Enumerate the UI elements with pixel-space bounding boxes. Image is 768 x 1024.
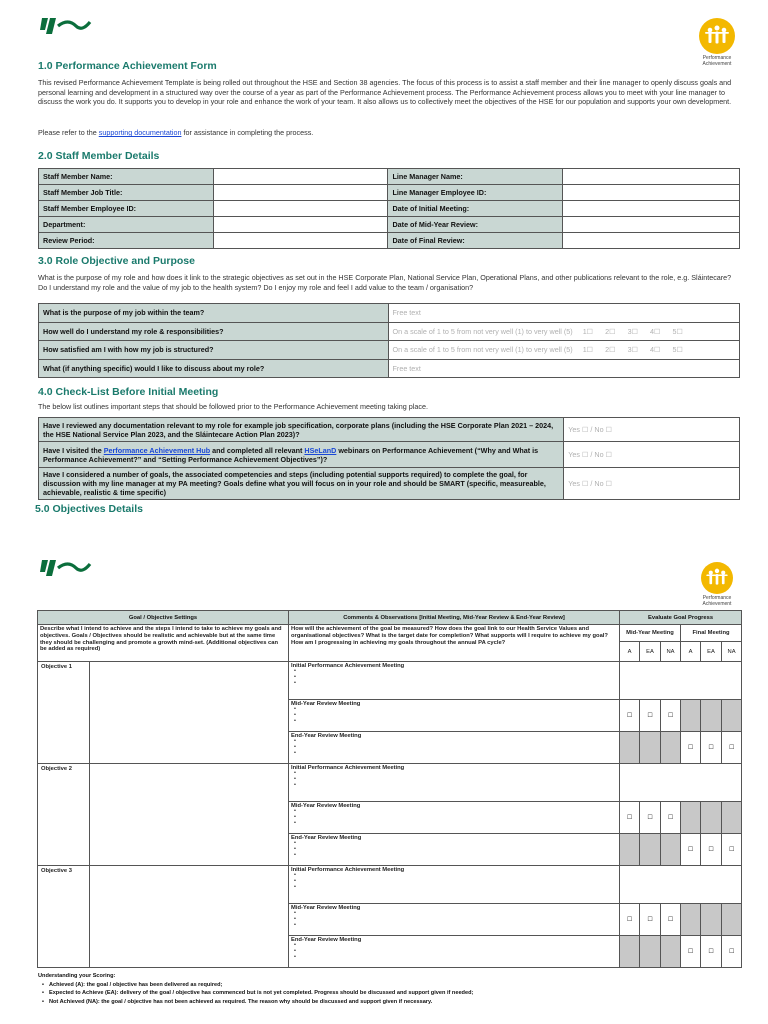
section-4-intro: The below list outlines important steps that should be followed prior to the Performance Achievement meeting taking place. (38, 402, 428, 411)
objective-3-label: Objective 3 (38, 866, 90, 968)
pa-logo-text: Performance Achievement (702, 55, 732, 67)
table-row (39, 217, 740, 233)
role-objective-table (38, 303, 740, 378)
table-row (38, 625, 742, 642)
objective-1-description-field[interactable] (90, 662, 289, 764)
table-row (38, 611, 742, 625)
rating-option[interactable]: 5☐ (672, 345, 683, 355)
mid-year-review-date-field[interactable] (563, 217, 740, 233)
table-row (39, 233, 740, 249)
role-rating-3[interactable]: On a scale of 1 to 5 from not very well (1) to very well (5) 1☐ 2☐ 3☐ 4☐ 5☐ (388, 341, 739, 360)
objective-2-mid-na-checkbox[interactable]: ☐ (661, 802, 681, 834)
goal-settings-header: Goal / Objective Settings (38, 611, 289, 625)
goal-description: Describe what I intend to achieve and the steps I intend to take to achieve my goals and objectives. Goals / Objectives should be realistic and achievable but at the same time they should be challenging and promote a growth mind-set. (Additional objectives can be added as required) (38, 625, 289, 662)
final-review-date-field[interactable] (563, 233, 740, 249)
rating-option[interactable]: 3☐ (627, 345, 639, 355)
score-expected-final: EA (701, 642, 722, 662)
table-row (39, 418, 740, 442)
objective-1-mid-a-checkbox[interactable]: ☐ (620, 700, 640, 732)
scoring-item-not-achieved: • Not Achieved (NA): the goal / objective has not been achieved as required. The reason why should be discussed and support given if necessary. (38, 998, 473, 1007)
line-manager-name-field[interactable] (563, 169, 740, 185)
refer-paragraph: Please refer to the supporting documentation for assistance in completing the process. (38, 128, 314, 137)
staff-name-label: Staff Member Name: (39, 169, 214, 185)
rating-option[interactable]: 3☐ (627, 326, 639, 336)
checklist-question-3: Have I considered a number of goals, the associated competencies and steps (including potential supports required) to complete the goal, for discussion with my line manager at my PA meeting? Goals define what you will focus on in your role and should be SMART (specific, measureable, achievable, realistic & time specific) (39, 468, 564, 500)
objective-2-final-ea-checkbox[interactable]: ☐ (701, 834, 722, 866)
final-review-date-label: Date of Final Review: (388, 233, 563, 249)
role-answer-1-field[interactable]: Free text (388, 304, 739, 323)
staff-job-title-label: Staff Member Job Title: (39, 185, 214, 201)
hseland-link[interactable]: HSeLanD (304, 445, 337, 455)
table-row (38, 866, 742, 904)
disabled-cell (701, 802, 722, 834)
objective-3-description-field[interactable] (90, 866, 289, 968)
objective-1-initial-comments[interactable]: Initial Performance Achievement Meeting • • • (289, 662, 620, 700)
objective-3-initial-evaluation (620, 866, 742, 904)
disabled-cell (701, 904, 722, 936)
disabled-cell (722, 904, 742, 936)
score-expected-mid: EA (640, 642, 661, 662)
objective-2-mid-a-checkbox[interactable]: ☐ (620, 802, 640, 834)
disabled-cell (620, 936, 640, 968)
review-period-field[interactable] (213, 233, 388, 249)
objective-1-end-year-comments[interactable]: End-Year Review Meeting • • • (289, 732, 620, 764)
people-group-icon (701, 562, 733, 594)
objective-3-final-ea-checkbox[interactable]: ☐ (701, 936, 722, 968)
objective-3-end-year-comments[interactable]: End-Year Review Meeting • • • (289, 936, 620, 968)
disabled-cell (681, 904, 701, 936)
scoring-item-expected: • Expected to Achieve (EA): delivery of the goal / objective has commenced but is not yet completed. Progress should be discussed and support given if needed; (38, 989, 473, 998)
staff-employee-id-label: Staff Member Employee ID: (39, 201, 214, 217)
scoring-legend (38, 972, 473, 1006)
section-5-heading: 5.0 Objectives Details (35, 503, 143, 515)
performance-achievement-logo (694, 18, 740, 67)
objective-2-mid-ea-checkbox[interactable]: ☐ (640, 802, 661, 834)
rating-option[interactable]: 1☐ (582, 326, 594, 336)
checklist-answer-3[interactable]: Yes ☐ / No ☐ (564, 468, 740, 500)
staff-employee-id-field[interactable] (213, 201, 388, 217)
disabled-cell (661, 834, 681, 866)
objective-1-mid-year-comments[interactable]: Mid-Year Review Meeting • • • (289, 700, 620, 732)
objective-2-end-year-comments[interactable]: End-Year Review Meeting • • • (289, 834, 620, 866)
objective-2-description-field[interactable] (90, 764, 289, 866)
table-row (39, 185, 740, 201)
objective-3-mid-ea-checkbox[interactable]: ☐ (640, 904, 661, 936)
final-meeting-header: Final Meeting (681, 625, 742, 642)
table-row (39, 468, 740, 500)
role-question-3: How satisfied am I with how my job is structured? (39, 341, 389, 360)
table-row (39, 169, 740, 185)
rating-option[interactable]: 1☐ (582, 345, 594, 355)
staff-name-field[interactable] (213, 169, 388, 185)
checklist-question-1: Have I reviewed any documentation relevant to my role for example job specification, corporate plans (including the HSE Corporate Plan 2021 – 2024, the HSE National Service Plan 2023, and the Sláintecare Action Plan 2023)? (39, 418, 564, 442)
scoring-title: Understanding your Scoring: (38, 973, 116, 979)
role-answer-4-field[interactable]: Free text (388, 359, 739, 378)
people-group-icon (699, 18, 735, 54)
section-3-intro: What is the purpose of my role and how does it link to the strategic objectives as set out in the HSE Corporate Plan, National Service Plan, Operational Plans, and other publications relevant to the role, e.g. Sláintecare? Do I understand my role and the value of my job to the health system? Do I enjoy my role and feel I add value to the team / organisation? (38, 273, 732, 292)
initial-meeting-date-label: Date of Initial Meeting: (388, 201, 563, 217)
line-manager-id-label: Line Manager Employee ID: (388, 185, 563, 201)
disabled-cell (640, 834, 661, 866)
objective-1-mid-na-checkbox[interactable]: ☐ (661, 700, 681, 732)
objective-2-mid-year-comments[interactable]: Mid-Year Review Meeting • • • (289, 802, 620, 834)
mid-year-meeting-header: Mid-Year Meeting (620, 625, 681, 642)
score-achieved-final: A (681, 642, 701, 662)
department-label: Department: (39, 217, 214, 233)
disabled-cell (681, 700, 701, 732)
table-row (39, 304, 740, 323)
role-question-4: What (if anything specific) would I like to discuss about my role? (39, 359, 389, 378)
objective-2-label: Objective 2 (38, 764, 90, 866)
rating-option[interactable]: 5☐ (672, 326, 683, 336)
section-1-intro: This revised Performance Achievement Template is being rolled out throughout the HSE and Section 38 agencies. The focus of this process is to assist a staff member and their line manager to openly discuss goals and personal learning and development in a structured way over the course of a year as part of the Performance Achievement process. The Performance Achievement process allows you to meet with your line manager to discuss the work you do. It supports you to develop in your role and enhance the work of your team. It also allows us to collectively meet the objectives of the HSE for our population and supports your own development. (38, 78, 732, 107)
supporting-documentation-link[interactable]: supporting documentation (98, 128, 182, 137)
objective-3-mid-year-comments[interactable]: Mid-Year Review Meeting • • • (289, 904, 620, 936)
disabled-cell (620, 732, 640, 764)
initial-meeting-date-field[interactable] (563, 201, 740, 217)
hse-logo (38, 556, 92, 578)
section-3-heading: 3.0 Role Objective and Purpose (38, 255, 195, 267)
role-question-1: What is the purpose of my job within the team? (39, 304, 389, 323)
objective-3-final-na-checkbox[interactable]: ☐ (722, 936, 742, 968)
disabled-cell (640, 936, 661, 968)
disabled-cell (640, 732, 661, 764)
objective-1-final-ea-checkbox[interactable]: ☐ (701, 732, 722, 764)
table-row (39, 341, 740, 360)
staff-job-title-field[interactable] (213, 185, 388, 201)
objective-2-initial-comments[interactable]: Initial Performance Achievement Meeting • • • (289, 764, 620, 802)
table-row (39, 442, 740, 468)
scoring-item-achieved: • Achieved (A): the goal / objective has been delivered as required; (38, 981, 473, 990)
review-period-label: Review Period: (39, 233, 214, 249)
objective-1-initial-evaluation (620, 662, 742, 700)
rating-option[interactable]: 2☐ (605, 326, 616, 336)
table-row (38, 662, 742, 700)
objectives-table (37, 610, 742, 968)
disabled-cell (722, 802, 742, 834)
checklist-question-2: Have I visited the Performance Achievement Hub and completed all relevant HSeLanD webinars on Performance Achievement (“Why and What is Performance Achievement?” and “Setting Performance Achievement Objectives”)? (39, 442, 564, 468)
objective-3-final-a-checkbox[interactable]: ☐ (681, 936, 701, 968)
section-2-heading: 2.0 Staff Member Details (38, 150, 160, 162)
objective-3-initial-comments[interactable]: Initial Performance Achievement Meeting • • • (289, 866, 620, 904)
pa-logo-text: Performance Achievement (702, 595, 732, 607)
role-rating-2[interactable]: On a scale of 1 to 5 from not very well (1) to very well (5) 1☐ 2☐ 3☐ 4☐ 5☐ (388, 322, 739, 341)
disabled-cell (661, 936, 681, 968)
performance-achievement-logo (694, 562, 740, 607)
checklist-answer-2[interactable]: Yes ☐ / No ☐ (564, 442, 740, 468)
rating-option[interactable]: 4☐ (650, 326, 661, 336)
rating-option[interactable]: 2☐ (605, 345, 616, 355)
performance-achievement-hub-link[interactable]: Performance Achievement Hub (103, 445, 211, 455)
checklist-table (38, 417, 740, 500)
rating-option[interactable]: 4☐ (650, 345, 661, 355)
table-row (39, 359, 740, 378)
table-row (39, 322, 740, 341)
comments-header: Comments & Observations [Initial Meeting, Mid-Year Review & End-Year Review] (289, 611, 620, 625)
score-not-achieved-final: NA (722, 642, 742, 662)
checklist-answer-1[interactable]: Yes ☐ / No ☐ (564, 418, 740, 442)
section-1-heading: 1.0 Performance Achievement Form (38, 60, 217, 72)
table-row (39, 201, 740, 217)
objective-1-final-a-checkbox[interactable]: ☐ (681, 732, 701, 764)
disabled-cell (620, 834, 640, 866)
role-question-2: How well do I understand my role & responsibilities? (39, 322, 389, 341)
disabled-cell (661, 732, 681, 764)
score-not-achieved-mid: NA (661, 642, 681, 662)
disabled-cell (681, 802, 701, 834)
table-row (38, 764, 742, 802)
comments-description: How will the achievement of the goal be measured? How does the goal link to our Health Service Values and organisational objectives? What is the target date for completion? What supports will I require to achieve my goal? How am I progressing in achieving my goals throughout the annual PA cycle? (289, 625, 620, 662)
objective-2-final-a-checkbox[interactable]: ☐ (681, 834, 701, 866)
line-manager-name-label: Line Manager Name: (388, 169, 563, 185)
department-field[interactable] (213, 217, 388, 233)
disabled-cell (701, 700, 722, 732)
staff-details-table (38, 168, 740, 249)
objective-3-mid-na-checkbox[interactable]: ☐ (661, 904, 681, 936)
mid-year-review-date-label: Date of Mid-Year Review: (388, 217, 563, 233)
objective-1-label: Objective 1 (38, 662, 90, 764)
objective-1-mid-ea-checkbox[interactable]: ☐ (640, 700, 661, 732)
hse-logo (38, 14, 92, 36)
disabled-cell (722, 700, 742, 732)
objective-2-initial-evaluation (620, 764, 742, 802)
section-4-heading: 4.0 Check-List Before Initial Meeting (38, 386, 219, 398)
objective-3-mid-a-checkbox[interactable]: ☐ (620, 904, 640, 936)
objective-2-final-na-checkbox[interactable]: ☐ (722, 834, 742, 866)
line-manager-id-field[interactable] (563, 185, 740, 201)
score-achieved-mid: A (620, 642, 640, 662)
evaluate-progress-header: Evaluate Goal Progress (620, 611, 742, 625)
objective-1-final-na-checkbox[interactable]: ☐ (722, 732, 742, 764)
